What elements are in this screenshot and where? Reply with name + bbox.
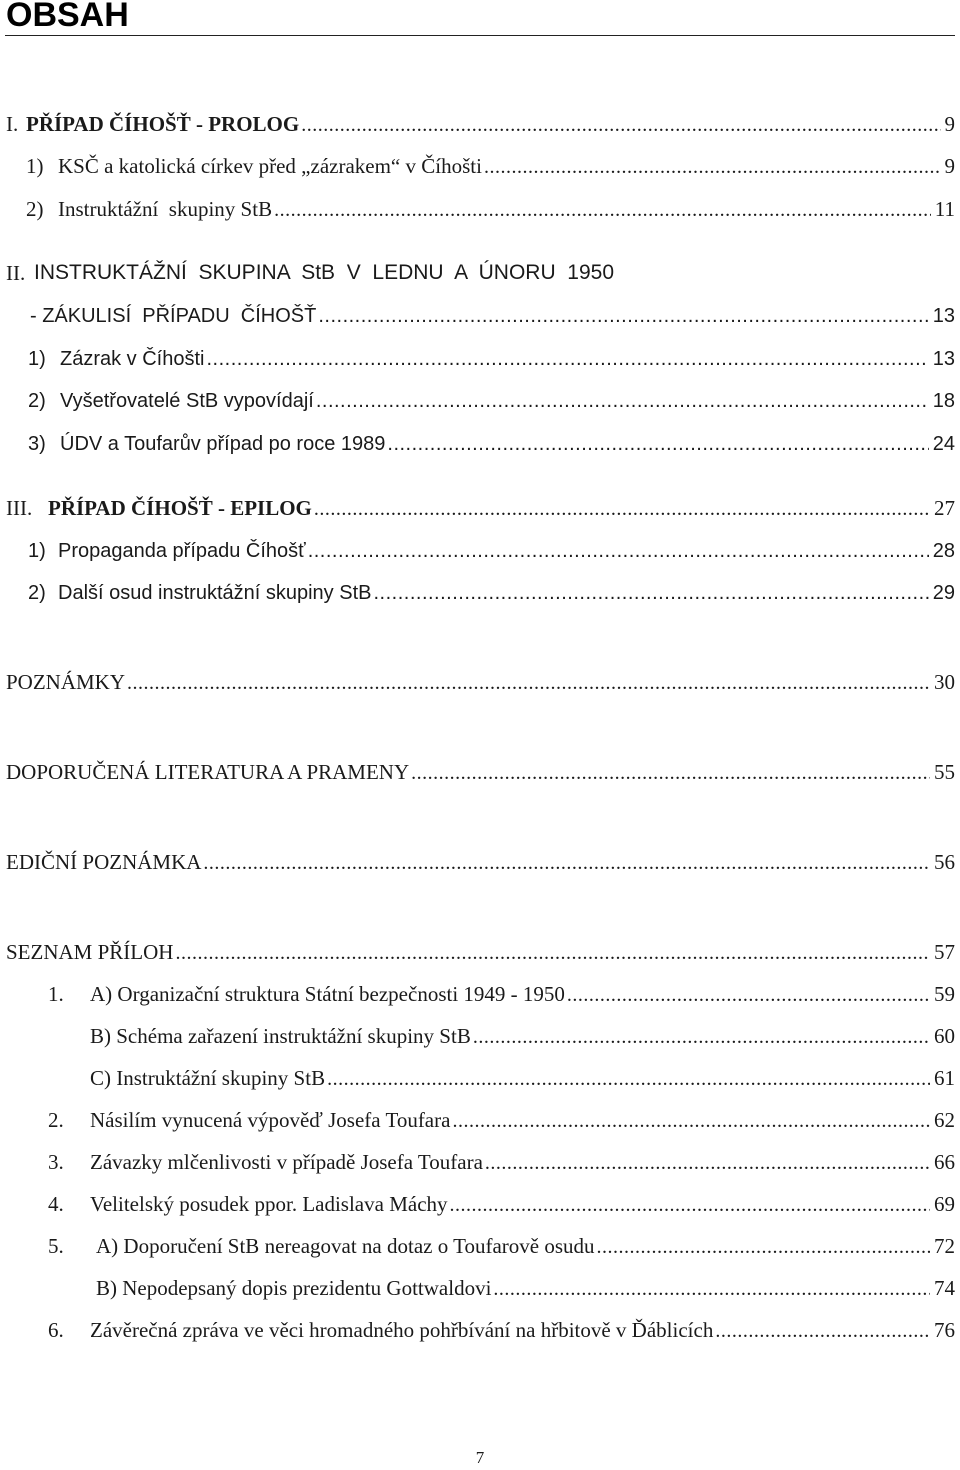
- toc-entry-priloha-4[interactable]: [0, 1189, 960, 1219]
- toc-leader: [308, 536, 929, 566]
- toc-label: POZNÁMKY: [6, 670, 126, 694]
- toc-label: C) Instruktážní skupiny StB: [90, 1066, 326, 1090]
- toc-leader: [318, 301, 928, 331]
- toc-leader: [316, 386, 929, 416]
- toc-label: Propaganda případu Číhošť: [58, 540, 306, 562]
- toc-number: 4.: [48, 1192, 64, 1216]
- toc-entry-priloha-3[interactable]: [0, 1147, 960, 1177]
- toc-number: 3): [28, 433, 46, 455]
- toc-entry-poznamky[interactable]: [0, 667, 960, 697]
- toc-label: B) Nepodepsaný dopis prezidentu Gottwaldovi: [96, 1276, 492, 1300]
- toc-leader: [373, 578, 928, 608]
- toc-entry-vysetrovatele[interactable]: [0, 386, 960, 416]
- toc-entry-seznam-priloh[interactable]: [0, 937, 960, 967]
- toc-leader: [127, 668, 930, 698]
- toc-leader: [206, 344, 928, 374]
- toc-label: A) Doporučení StB nereagovat na dotaz o Toufarově osudu: [96, 1234, 595, 1258]
- toc-entry-priloha-5a[interactable]: [0, 1231, 960, 1261]
- toc-page-number: 59: [934, 982, 955, 1006]
- toc-entry-udv[interactable]: [0, 429, 960, 459]
- toc-entry-priloha-1b[interactable]: [0, 1021, 960, 1051]
- toc-leader: [327, 1064, 930, 1094]
- page-number-footer: 7: [475, 1448, 485, 1467]
- toc-number: 3.: [48, 1150, 64, 1174]
- toc-leader: [715, 1316, 930, 1346]
- toc-page-number: 61: [934, 1066, 955, 1090]
- toc-leader: [203, 848, 930, 878]
- toc-label: PŘÍPAD ČÍHOŠŤ - EPILOG: [48, 496, 312, 520]
- toc-label: Velitelský posudek ppor. Ladislava Máchy: [90, 1192, 448, 1216]
- toc-number: 2): [26, 197, 44, 221]
- toc-entry-part-two-heading[interactable]: [0, 258, 960, 288]
- toc-leader: [484, 152, 941, 182]
- toc-label: Závěrečná zpráva ve věci hromadného pohřbívání na hřbitově v Ďáblicích: [90, 1318, 714, 1342]
- toc-label: Vyšetřovatelé StB vypovídají: [60, 390, 314, 412]
- toc-page-number: 62: [934, 1108, 955, 1132]
- toc-entry-dalsi-osud[interactable]: [0, 578, 960, 608]
- toc-entry-priloha-6[interactable]: [0, 1315, 960, 1345]
- toc-label: DOPORUČENÁ LITERATURA A PRAMENY: [6, 760, 410, 784]
- toc-number: 1.: [48, 982, 64, 1006]
- toc-page-number: 28: [932, 540, 955, 562]
- toc-label: INSTRUKTÁŽNÍ SKUPINA StB V LEDNU A ÚNORU 1950: [34, 261, 614, 284]
- toc-label: Další osud instruktážní skupiny StB: [58, 582, 372, 604]
- toc-leader: [411, 758, 930, 788]
- toc-label: KSČ a katolická církev před „zázrakem“ v Číhošti: [58, 154, 482, 178]
- page-title: OBSAH: [6, 0, 129, 34]
- toc-number: II.: [6, 261, 26, 285]
- toc-page-number: 76: [934, 1318, 955, 1342]
- toc-entry-epilog[interactable]: [0, 493, 960, 523]
- toc-page-number: 9: [944, 154, 955, 178]
- toc-label: Zázrak v Číhošti: [60, 348, 205, 370]
- toc-page-number: 11: [934, 197, 955, 221]
- toc-page-number: 24: [932, 433, 955, 455]
- toc-number: 2): [28, 390, 46, 412]
- title-underline: [5, 35, 955, 36]
- toc-entry-instruktazni-skupiny[interactable]: [0, 194, 960, 224]
- toc-leader: [473, 1022, 930, 1052]
- toc-page-number: 18: [932, 390, 955, 412]
- toc-entry-literatura[interactable]: [0, 757, 960, 787]
- toc-entry-priloha-5b[interactable]: [0, 1273, 960, 1303]
- toc-page-number: 55: [934, 760, 955, 784]
- toc-label: - ZÁKULISÍ PŘÍPADU ČÍHOŠŤ: [30, 305, 317, 327]
- toc-number: 1): [26, 154, 44, 178]
- toc-leader: [175, 938, 930, 968]
- toc-page-number: 29: [932, 582, 955, 604]
- toc-entry-priloha-1a[interactable]: [0, 979, 960, 1009]
- toc-leader: [450, 1190, 930, 1220]
- toc-number: III.: [6, 496, 33, 520]
- toc-page-number: 57: [934, 940, 955, 964]
- toc-page-number: 30: [934, 670, 955, 694]
- toc-entry-propaganda[interactable]: [0, 536, 960, 566]
- toc-entry-zakulisi[interactable]: [0, 301, 960, 331]
- toc-leader: [387, 429, 928, 459]
- toc-number: 2): [28, 582, 46, 604]
- toc-label: EDIČNÍ POZNÁMKA: [6, 850, 202, 874]
- toc-entry-priloha-2[interactable]: [0, 1105, 960, 1135]
- toc-leader: [567, 980, 930, 1010]
- toc-leader: [274, 195, 931, 225]
- toc-page-number: 74: [934, 1276, 955, 1300]
- toc-leader: [493, 1274, 930, 1304]
- toc-entry-ksc-cirkev[interactable]: [0, 151, 960, 181]
- toc-number: 1): [28, 540, 46, 562]
- toc-number: I.: [6, 112, 19, 136]
- toc-label: ÚDV a Toufarův případ po roce 1989: [60, 433, 386, 455]
- toc-leader: [452, 1106, 930, 1136]
- toc-label: Instruktážní skupiny StB: [58, 197, 273, 221]
- toc-page-number: 27: [934, 496, 955, 520]
- toc-entry-edicni-poznamka[interactable]: [0, 847, 960, 877]
- toc-page-number: 69: [934, 1192, 955, 1216]
- toc-page-number: 72: [934, 1234, 955, 1258]
- toc-page-number: 13: [932, 348, 955, 370]
- toc-label: A) Organizační struktura Státní bezpečnosti 1949 - 1950: [90, 982, 565, 1006]
- toc-leader: [301, 110, 940, 140]
- toc-label: B) Schéma zařazení instruktážní skupiny StB: [90, 1024, 471, 1048]
- toc-entry-priloha-1c[interactable]: [0, 1063, 960, 1093]
- toc-leader: [597, 1232, 930, 1262]
- toc-page-number: 56: [934, 850, 955, 874]
- toc-number: 2.: [48, 1108, 64, 1132]
- toc-number: 6.: [48, 1318, 64, 1342]
- toc-page-number: 66: [934, 1150, 955, 1174]
- toc-number: 1): [28, 348, 46, 370]
- toc-number: 5.: [48, 1234, 64, 1258]
- toc-label: Násilím vynucená výpověď Josefa Toufara: [90, 1108, 451, 1132]
- toc-leader: [314, 494, 930, 524]
- toc-page-number: 9: [944, 112, 955, 136]
- toc-label: PŘÍPAD ČÍHOŠŤ - PROLOG: [26, 112, 300, 136]
- toc-leader: [485, 1148, 930, 1178]
- toc-page-number: 60: [934, 1024, 955, 1048]
- toc-entry-zazrak[interactable]: [0, 344, 960, 374]
- toc-page-number: 13: [932, 305, 955, 327]
- toc-label: SEZNAM PŘÍLOH: [6, 940, 174, 964]
- toc-entry-prolog[interactable]: [0, 109, 960, 139]
- toc-label: Závazky mlčenlivosti v případě Josefa Toufara: [90, 1150, 483, 1174]
